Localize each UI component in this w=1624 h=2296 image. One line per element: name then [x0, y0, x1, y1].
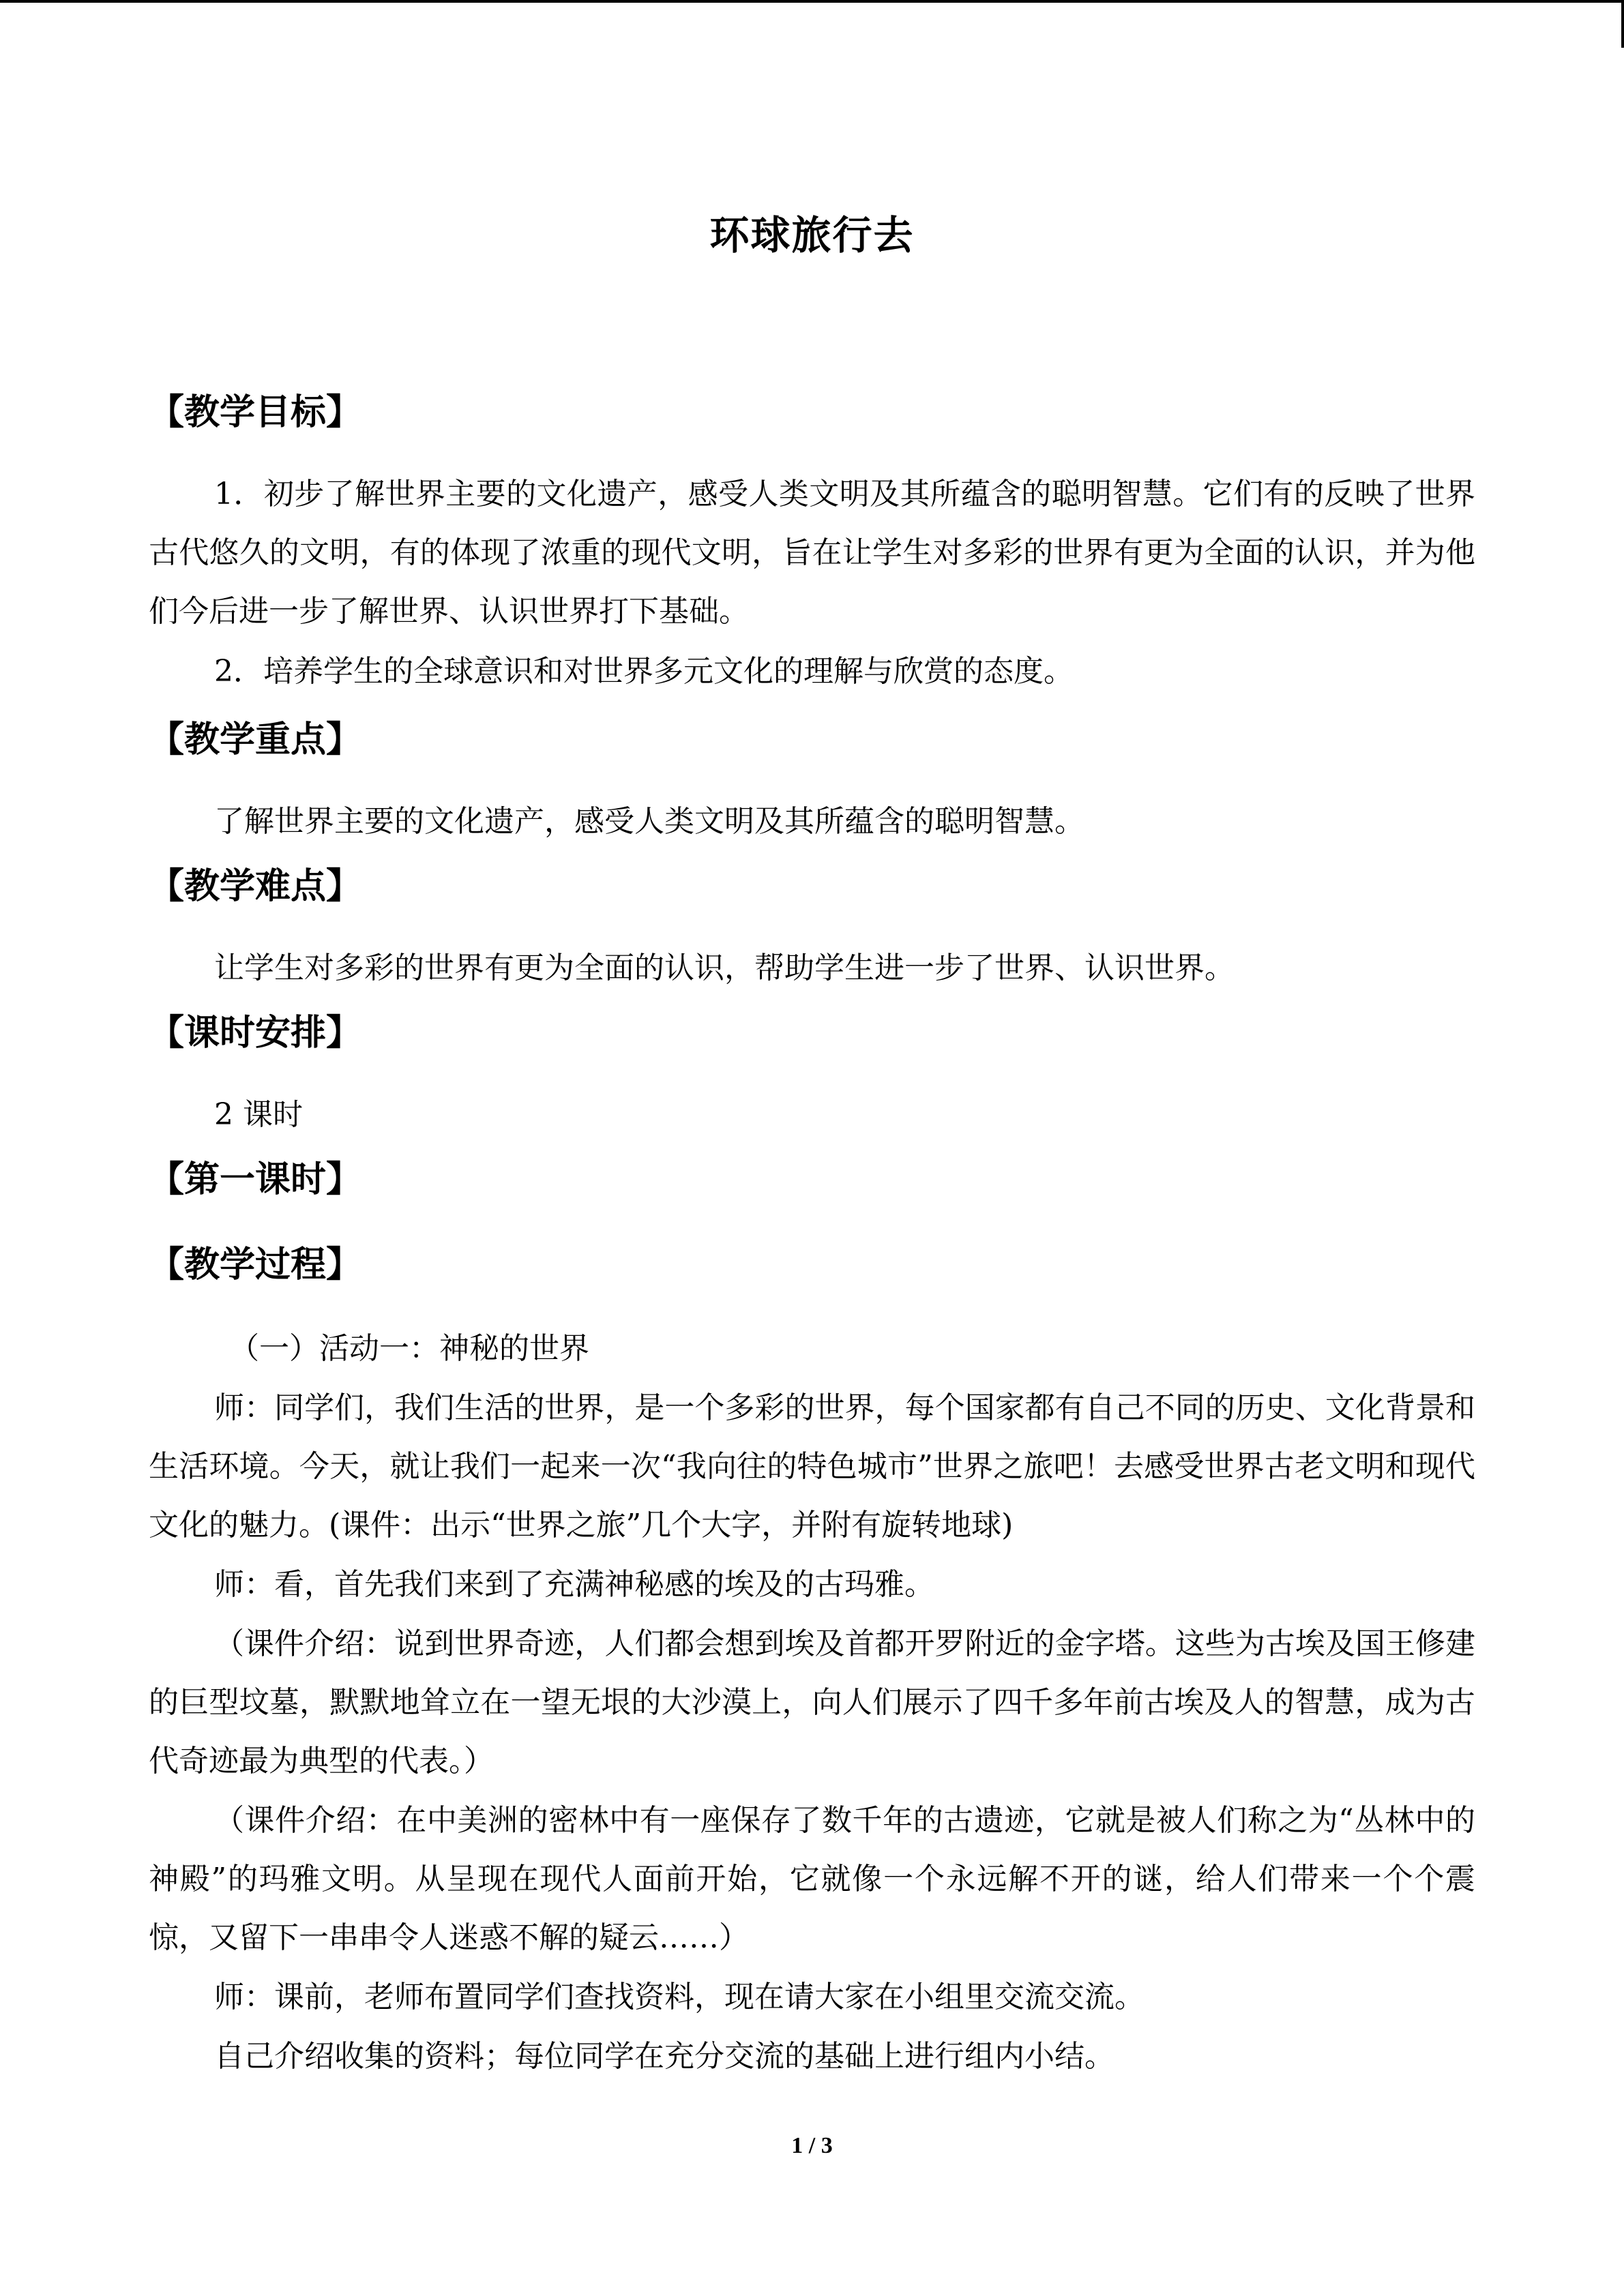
schedule-paragraph: 2 课时: [214, 1097, 303, 1132]
process-paragraph-materials: 师：课前，老师布置同学们查找资料，现在请大家在小组里交流交流。: [214, 1980, 1145, 2014]
process-paragraph-summary: 自己介绍收集的资料；每位同学在充分交流的基础上进行组内小结。: [214, 2039, 1114, 2074]
heading-process: 【教学过程】: [149, 1244, 362, 1285]
objectives-paragraph-2: 2．培养学生的全球意识和对世界多元文化的理解与欣赏的态度。: [214, 654, 1074, 689]
difficulty-paragraph: 让学生对多彩的世界有更为全面的认识，帮助学生进一步了世界、认识世界。: [214, 951, 1235, 985]
process-paragraph-intro: 师：同学们，我们生活的世界，是一个多彩的世界，每个国家都有自己不同的历史、文化背景和生活环境。今天，就让我们一起来一次“我向往的特色城市”世界之旅吧！去感受世界古老文明和现代文化的魅力。(课件：出示“世界之旅”几个大字，并附有旋转地球): [149, 1390, 1475, 1542]
process-paragraph-maya: （课件介绍：在中美洲的密林中有一座保存了数千年的古遗迹，它就是被人们称之为“丛林中的神殿”的玛雅文明。从呈现在现代人面前开始，它就像一个永远解不开的谜，给人们带来一个个震惊，又留下一串串令人迷惑不解的疑云……）: [149, 1803, 1475, 1955]
document-title: 环球旅行去: [709, 212, 915, 258]
objectives-paragraph-1: 1．初步了解世界主要的文化遗产，感受人类文明及其所蕴含的聪明智慧。它们有的反映了世界古代悠久的文明，有的体现了浓重的现代文明，旨在让学生对多彩的世界有更为全面的认识，并为他们今后进一步了解世界、认识世界打下基础。: [149, 477, 1475, 629]
page-number: 1 / 3: [791, 2133, 833, 2158]
process-activity-title: （一）活动一：神秘的世界: [229, 1331, 589, 1366]
page-corner-border: [1621, 0, 1624, 48]
process-paragraph-egypt: 师：看，首先我们来到了充满神秘感的埃及的古玛雅。: [214, 1567, 934, 1602]
heading-difficulty: 【教学难点】: [149, 866, 362, 907]
page-top-border: [0, 0, 1624, 3]
focus-paragraph: 了解世界主要的文化遗产，感受人类文明及其所蕴含的聪明智慧。: [214, 804, 1084, 839]
heading-focus: 【教学重点】: [149, 719, 362, 760]
heading-objectives: 【教学目标】: [149, 392, 362, 433]
heading-lesson-1: 【第一课时】: [149, 1159, 362, 1200]
heading-schedule: 【课时安排】: [149, 1013, 362, 1054]
process-paragraph-pyramids: （课件介绍：说到世界奇迹，人们都会想到埃及首都开罗附近的金字塔。这些为古埃及国王修建的巨型坟墓，默默地耸立在一望无垠的大沙漠上，向人们展示了四千多年前古埃及人的智慧，成为古代奇迹最为典型的代表。）: [149, 1626, 1475, 1778]
